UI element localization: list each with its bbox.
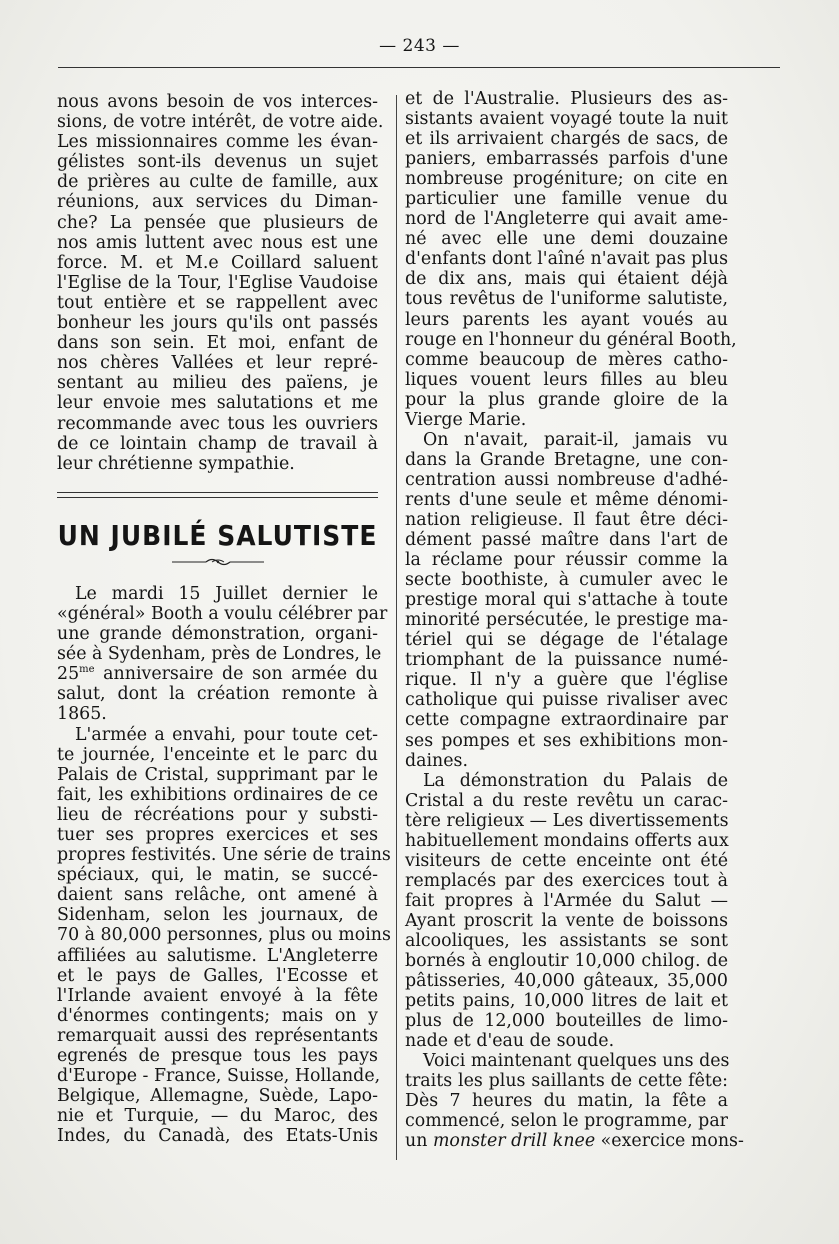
text-line: et le pays de Galles, l'Ecosse et	[57, 965, 378, 986]
text-line: l'Eglise de la Tour, l'Eglise Vaudoise	[57, 272, 378, 293]
text-line: de prières au culte de famille, aux	[57, 172, 378, 193]
ordinal-number: 25	[57, 664, 80, 685]
text-line: paniers, embarrassés parfois d'une	[405, 149, 728, 170]
text-line: Le mardi 15 Juillet dernier le	[75, 583, 378, 604]
text-line: habituellement mondains offerts aux	[405, 830, 729, 851]
text-fragment: un	[405, 1131, 433, 1152]
text-line: traits les plus saillants de cette fête:	[405, 1071, 728, 1092]
ordinal-suffix: me	[79, 664, 95, 676]
article-paragraph	[57, 583, 388, 725]
text-line: bonheur les jours qu'ils ont passés	[57, 313, 378, 334]
ornament-icon	[168, 556, 268, 568]
text-line: dans son sein. Et moi, enfant de	[57, 333, 378, 354]
text-line: sée à Sydenham, près de Londres, le	[57, 644, 382, 665]
text-line: nord de l'Angleterre qui avait ame-	[405, 209, 728, 230]
text-line: La démonstration du Palais de	[423, 770, 728, 791]
text-line: tous revêtus de l'uniforme salutiste,	[405, 289, 728, 310]
text-line: de ce lointain champ de travail à	[57, 433, 378, 454]
text-line: 1865.	[57, 704, 107, 725]
closing-paragraph	[57, 92, 384, 474]
text-line: pour la plus grande gloire de la	[405, 389, 728, 410]
text-line: centration aussi nombreuse d'adhé-	[405, 469, 728, 490]
text-line: bornés à engloutir 10,000 chilog. de	[405, 951, 728, 972]
text-line: leurs parents les ayant voués au	[405, 309, 728, 330]
text-line: tériel qui se dégage de l'étalage	[405, 630, 728, 651]
text-line: On n'avait, parait-il, jamais vu	[423, 429, 728, 450]
text-line	[57, 664, 378, 684]
text-line: Voici maintenant quelques uns des	[423, 1051, 730, 1072]
text-line: remplacés par des exercices tout à	[405, 870, 728, 891]
text-line: egrenés de presque tous les pays	[57, 1046, 378, 1067]
text-line: lieu de récréations pour y substi-	[57, 804, 378, 825]
text-line: spéciaux, qui, le matin, se succé-	[57, 865, 378, 886]
text-line: Palais de Cristal, supprimant par le	[57, 764, 378, 785]
text-line: Les missionnaires comme les évan-	[57, 132, 378, 153]
text-line: d'Europe - France, Suisse, Hollande,	[57, 1066, 381, 1087]
text-line: leur chrétienne sympathie.	[57, 453, 295, 474]
text-line: dans la Grande Bretagne, une con-	[405, 449, 728, 470]
text-line: nos chères Vallées et leur repré-	[57, 353, 378, 374]
italic-phrase: monster drill knee	[432, 1131, 596, 1152]
text-line: comme beaucoup de mères catho-	[405, 349, 728, 370]
article-paragraph	[57, 724, 391, 1147]
text-line: 70 à 80,000 personnes, plus ou moins	[57, 925, 391, 946]
text-line: fait propres à l'Armée du Salut —	[405, 890, 728, 911]
text-line: et ils arrivaient chargés de sacs, de	[405, 129, 728, 150]
text-line: une grande démonstration, organi-	[57, 624, 378, 645]
text-line: propres festivités. Une série de trains	[57, 845, 391, 866]
text-line: nation religieuse. Il faut être déci-	[405, 509, 728, 530]
text-line: nombreuse progéniture; on cite en	[405, 169, 728, 190]
text-line: leur envoie mes salutations et me	[57, 393, 378, 414]
text-line: rique. Il n'y a guère que l'église	[405, 670, 728, 691]
text-line: fait, les exhibitions ordinaires de ce	[57, 784, 378, 805]
text-line: Belgique, Allemagne, Suède, Lapo-	[57, 1086, 378, 1107]
text-line: tère religieux — Les divertissements	[405, 810, 729, 831]
text-line: nos amis luttent avec nous est une	[57, 232, 378, 253]
text-line: force. M. et M.e Coillard saluent	[57, 252, 378, 273]
text-line: rouge en l'honneur du général Booth,	[405, 329, 737, 350]
header-rule	[58, 67, 780, 68]
text-line: liques vouent leurs filles au bleu	[405, 369, 728, 390]
text-line: l'Irlande avaient envoyé à la fête	[57, 985, 378, 1006]
article-paragraph	[405, 430, 728, 771]
text-line: d'énormes contingents; mais on y	[57, 1005, 378, 1026]
text-line: minorité persécutée, le prestige ma-	[405, 610, 728, 631]
text-line: catholique qui puisse rivaliser avec	[405, 690, 728, 711]
text-line: cette compagne extraordinaire par	[405, 710, 728, 731]
text-line: «général» Booth a voulu célébrer par	[57, 603, 388, 624]
text-line: nous avons besoin de vos interces-	[57, 92, 378, 112]
text-line: recommande avec tous les ouvriers	[57, 413, 378, 434]
text-line: te journée, l'enceinte et le parc du	[57, 744, 378, 765]
text-line: particulier une famille venue du	[405, 189, 728, 210]
text-line: de dix ans, mais qui étaient déjà	[405, 269, 728, 290]
text-line: la réclame pour réussir comme la	[405, 550, 728, 571]
text-line: Cristal a du reste revêtu un carac-	[405, 790, 728, 811]
text-line: salut, dont la création remonte à	[57, 684, 378, 705]
text-line: tuer ses propres exercices et ses	[57, 825, 378, 845]
text-line: pâtisseries, 40,000 gâteaux, 35,000	[405, 971, 728, 992]
text-line: visiteurs de cette enceinte ont été	[405, 850, 728, 871]
text-line: affiliées au salutisme. L'Angleterre	[57, 945, 378, 966]
text-line: Dès 7 heures du matin, la fête a	[405, 1091, 728, 1112]
text-line: daines.	[405, 750, 469, 771]
text-line: dément passé maître dans l'art de	[405, 530, 728, 551]
article-title: UN JUBILÉ SALUTISTE	[57, 518, 378, 552]
text-line: et de l'Australie. Plusieurs des as-	[405, 89, 728, 109]
article-paragraph	[405, 1051, 744, 1152]
text-fragment: «exercice mons-	[595, 1131, 744, 1152]
text-line	[405, 1131, 744, 1152]
text-line: Vierge Marie.	[405, 409, 527, 430]
text-line: rents d'une seule et même dénomi-	[405, 489, 728, 510]
text-line: sistants avaient voyagé toute la nuit	[405, 109, 728, 130]
column-divider	[396, 95, 397, 1160]
text-line: remarquait aussi des représentants	[57, 1025, 378, 1046]
section-separator	[57, 492, 378, 498]
text-line: sentant au milieu des païens, je	[57, 373, 378, 394]
text-line: sions, de votre intérêt, de votre aide.	[57, 112, 384, 133]
text-line: Sidenham, selon les journaux, de	[57, 905, 378, 926]
text-line: secte boothiste, à cumuler avec le	[405, 570, 728, 591]
text-line: ses pompes et ses exhibitions mon-	[405, 730, 728, 751]
text-line: Indes, du Canadà, des Etats-Unis	[57, 1126, 378, 1147]
text-line: né avec elle une demi douzaine	[405, 229, 728, 250]
text-line: plus de 12,000 bouteilles de limo-	[405, 1011, 728, 1032]
text-line: alcooliques, les assistants se sont	[405, 930, 728, 951]
article-paragraph	[405, 771, 728, 1052]
text-line: nade et d'eau de soude.	[405, 1031, 615, 1052]
right-column	[405, 89, 744, 1152]
text-line: daient sans relâche, ont amené à	[57, 885, 378, 906]
page-number: — 243 —	[379, 36, 460, 56]
text-line: gélistes sont-ils devenus un sujet	[57, 152, 378, 173]
text-line: nie et Turquie, — du Maroc, des	[57, 1106, 378, 1127]
text-line: triomphant de la puissance numé-	[405, 650, 728, 671]
text-line: d'enfants dont l'aîné n'avait pas plus	[405, 249, 728, 270]
text-line: L'armée a envahi, pour toute cet-	[75, 724, 378, 745]
text-fragment: anniversaire de son armée du	[94, 664, 378, 685]
text-line: Ayant proscrit la vente de boissons	[405, 910, 728, 931]
text-line: réunions, aux services du Diman-	[57, 192, 378, 213]
text-line: petits pains, 10,000 litres de lait et	[405, 991, 728, 1012]
text-line: tout entière et se rappellent avec	[57, 292, 378, 313]
text-line: commencé, selon le programme, par	[405, 1111, 729, 1132]
text-line: che? La pensée que plusieurs de	[57, 212, 378, 233]
left-column	[57, 92, 391, 1147]
text-line: prestige moral qui s'attache à toute	[405, 590, 728, 611]
article-paragraph	[405, 89, 737, 430]
